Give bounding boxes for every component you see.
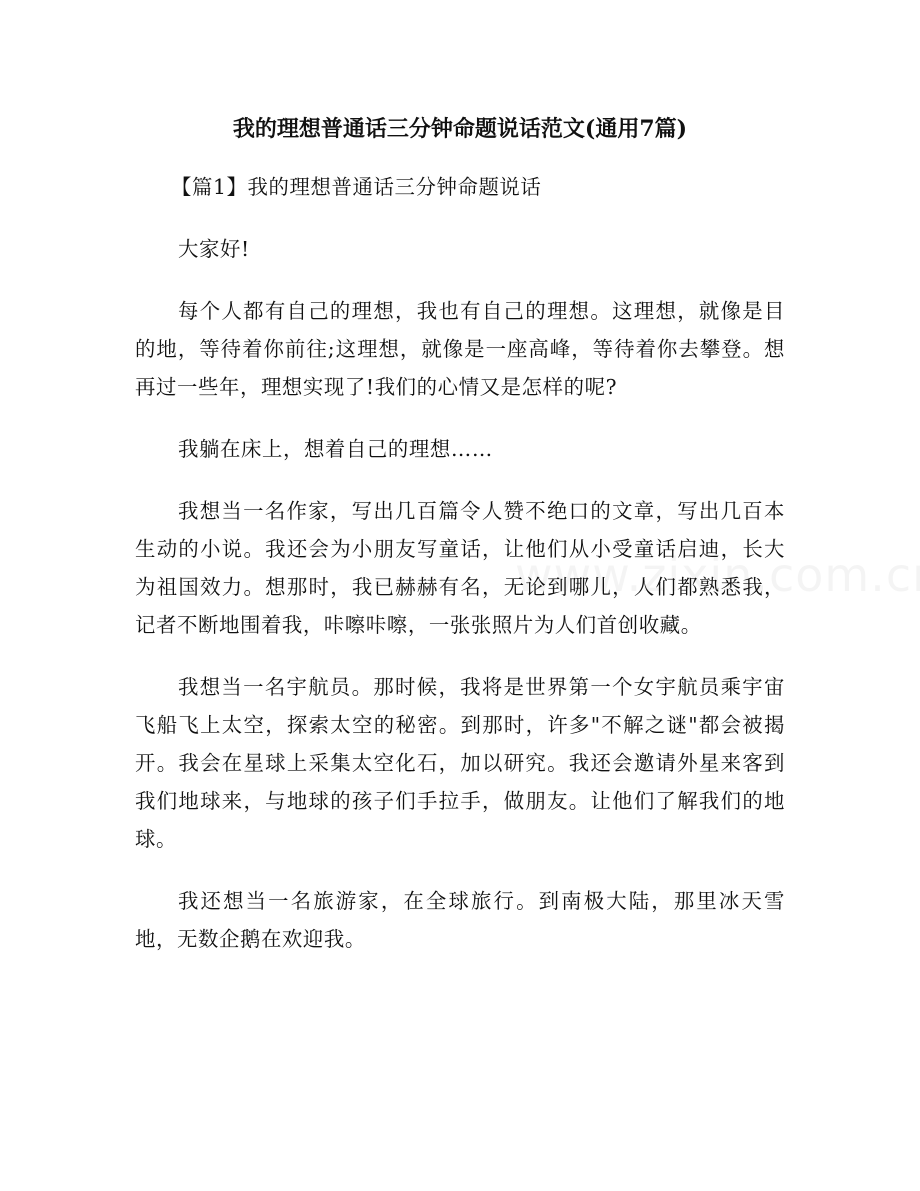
paragraph: 我还想当一名旅游家，在全球旅行。到南极大陆，那里冰天雪地，无数企鹅在欢迎我。 [135, 889, 785, 951]
section-heading: 【篇1】我的理想普通话三分钟命题说话 [171, 175, 542, 199]
document-title: 我的理想普通话三分钟命题说话范文(通用7篇) [232, 116, 688, 142]
paragraph-greeting: 大家好! [178, 237, 250, 261]
document-body [135, 168, 785, 982]
paragraph: 我躺在床上，想着自己的理想…… [178, 437, 493, 461]
paragraph: 我想当一名作家，写出几百篇令人赞不绝口的文章，写出几百本生动的小说。我还会为小朋友写童话，让他们从小受童话启迪，长大为祖国效力。想那时，我已赫赫有名，无论到哪儿，人们都熟悉我，记者不断地围着我，咔嚓咔嚓，一张张照片为人们首创收藏。 [135, 499, 785, 637]
paragraph: 我想当一名宇航员。那时候，我将是世界第一个女宇航员乘宇宙飞船飞上太空，探索太空的秘密。到那时，许多"不解之谜"都会被揭开。我会在星球上采集太空化石，加以研究。我还会邀请外星来客到我们地球来，与地球的孩子们手拉手，做朋友。让他们了解我们的地球。 [135, 675, 785, 851]
paragraph: 每个人都有自己的理想，我也有自己的理想。这理想，就像是目的地，等待着你前往;这理想，就像是一座高峰，等待着你去攀登。想再过一些年，理想实现了!我们的心情又是怎样的呢? [135, 299, 785, 399]
